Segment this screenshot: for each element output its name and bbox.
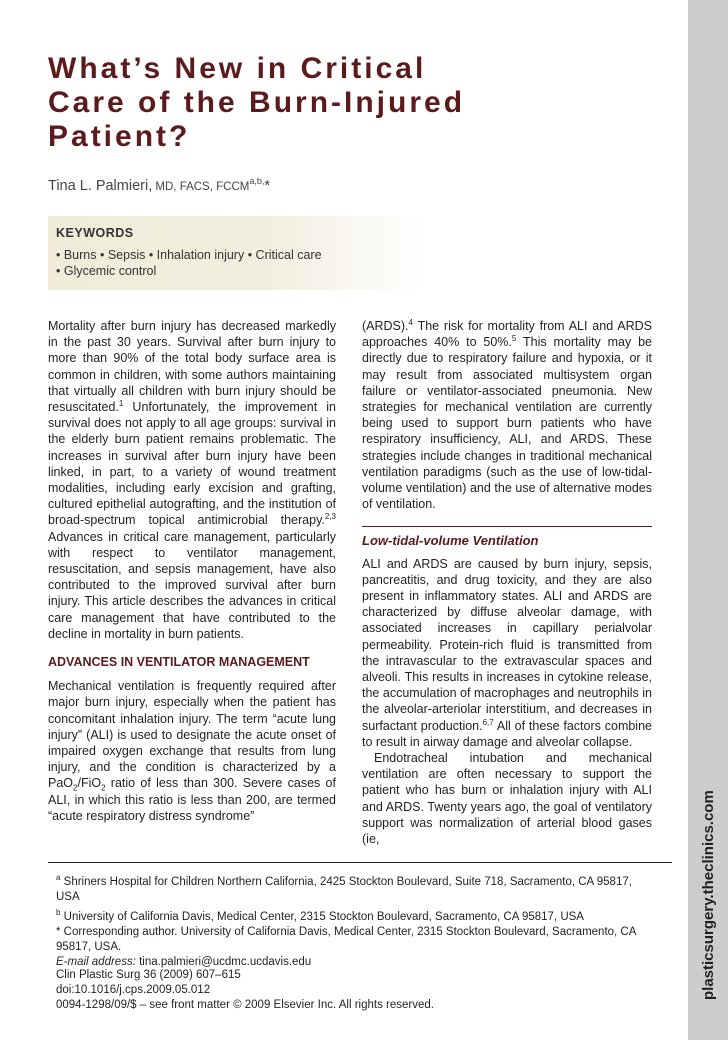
keywords-line-1: • Burns • Sepsis • Inhalation injury • Critical care xyxy=(56,248,322,262)
title-line-1: What’s New in Critical xyxy=(48,52,427,85)
article-title xyxy=(48,52,668,154)
copyright: 0094-1298/09/$ – see front matter © 2009 Elsevier Inc. All rights reserved. xyxy=(56,999,434,1011)
title-line-2: Care of the Burn-Injured xyxy=(48,86,466,119)
author-name: Tina L. Palmieri, xyxy=(48,177,153,194)
corresponding-star: * xyxy=(264,177,271,194)
ards-paragraph: (ARDS).$^4$ The risk for mortality from ALI and ARDS approaches 40% to 50%.$^5$ This mortality may be directly due to respiratory failure and hypoxia, or it may result from associated multisystem organ failure or ventilator-associated pneumonia. New strategies for mechanical ventilation are currently being used to support burn patients who have respiratory insufficiency, ALI, and ARDS. These strategies include changes in traditional mechanical ventilation paradigms (such as the use of low-tidal-volume ventilation) and the use of alternative modes of ventilation. xyxy=(362,317,653,512)
journal-url: plasticsurgery.theclinics.com xyxy=(700,790,717,1000)
citation: Clin Plastic Surg 36 (2009) 607–615 xyxy=(56,969,241,981)
author-affiliation-marks: a,b, xyxy=(249,176,265,186)
footnote-a: $^a$ Shriners Hospital for Children Northern California, 2425 Stockton Boulevard, Suite 718, Sacramento, CA 95817, USA xyxy=(56,873,632,903)
footnote-divider xyxy=(48,862,672,863)
author-line xyxy=(48,176,270,194)
keywords-heading: KEYWORDS xyxy=(56,226,134,240)
publication-info xyxy=(56,968,656,1013)
intubation-paragraph: Endotracheal intubation and mechanical ventilation are often necessary to support the patient who has burn or inhalation injury with ALI and ARDS. Twenty years ago, the goal of ventilatory support was normalization of arterial blood gases (ie, xyxy=(362,751,652,847)
body-column-left xyxy=(48,318,336,824)
body-column-right xyxy=(362,318,652,847)
keywords-box xyxy=(48,216,424,290)
footnote-b: $^b$ University of California Davis, Medical Center, 2315 Stockton Boulevard, Sacramento, CA 95817, USA xyxy=(56,907,584,923)
author-degrees: MD, FACS, FCCM xyxy=(152,180,250,193)
subsection-heading-low-tidal: Low-tidal-volume Ventilation xyxy=(362,526,652,549)
title-line-3: Patient? xyxy=(48,120,191,153)
keywords-line-2: • Glycemic control xyxy=(56,264,157,278)
ali-paragraph: ALI and ARDS are caused by burn injury, sepsis, pancreatitis, and drug toxicity, and they are also present in inflammatory states. ALI and ARDS are characterized by diffuse alveolar damage, with associated increases in capillary perialvolar permeability. Protein-rich fluid is transmitted from the intravascular to the extravascular spaces and alveoli. This results in increases in cytokine release, the accumulation of macrophages and neutrophils in the alveolar-arteriolar interstitium, and decreases in surfactant production.$^{6,7}$ All of these factors combine to result in airway damage and alveolar collapse. xyxy=(362,556,652,749)
doi: doi:10.1016/j.cps.2009.05.012 xyxy=(56,984,211,996)
email-link[interactable]: tina.palmieri@ucdmc.ucdavis.edu xyxy=(135,955,312,968)
intro-paragraph: Mortality after burn injury has decreased markedly in the past 30 years. Survival after burn injury to more than 90% of the total body surface area is common in children, with some authors maintaining that virtually all children with burn injury should be resuscitated.$^1$ Unfortunately, the improvement in survival does not apply to all age groups: survival in the elderly burn patient remains problematic. The increases in survival after burn injury have been linked, in part, to a variety of wound treatment modalities, including early excision and grafting, cultured epithelial autografting, and the institution of broad-spectrum topical antimicrobial therapy.$^{2,3}$ Advances in critical care management, particularly with respect to ventilator management, resuscitation, and sepsis management, have also contributed to the improved survival after burn injury. This article describes the advances in critical care management that have contributed to the decline in mortality in burn patients. xyxy=(48,319,336,641)
ventilator-paragraph: Mechanical ventilation is frequently required after major burn injury, especially when the patient has concomitant inhalation injury. The term “acute lung injury” (ALI) is used to designate the acute onset of impaired oxygen exchange that results from lung injury, and the condition is characterized by a PaO$_2$/FiO$_2$ ratio of less than 300. Severe cases of ALI, in which this ratio is less than 200, are termed “acute respiratory distress syndrome” xyxy=(48,679,336,823)
corresponding-author: * Corresponding author. University of California Davis, Medical Center, 2315 Stockton Boulevard, Sacramento, CA 95817, USA. xyxy=(56,925,636,953)
section-heading-ventilator: ADVANCES IN VENTILATOR MANAGEMENT xyxy=(48,655,310,670)
footnotes xyxy=(56,870,656,970)
email-line: E-mail address: tina.palmieri@ucdmc.ucdavis.edu xyxy=(56,955,312,968)
